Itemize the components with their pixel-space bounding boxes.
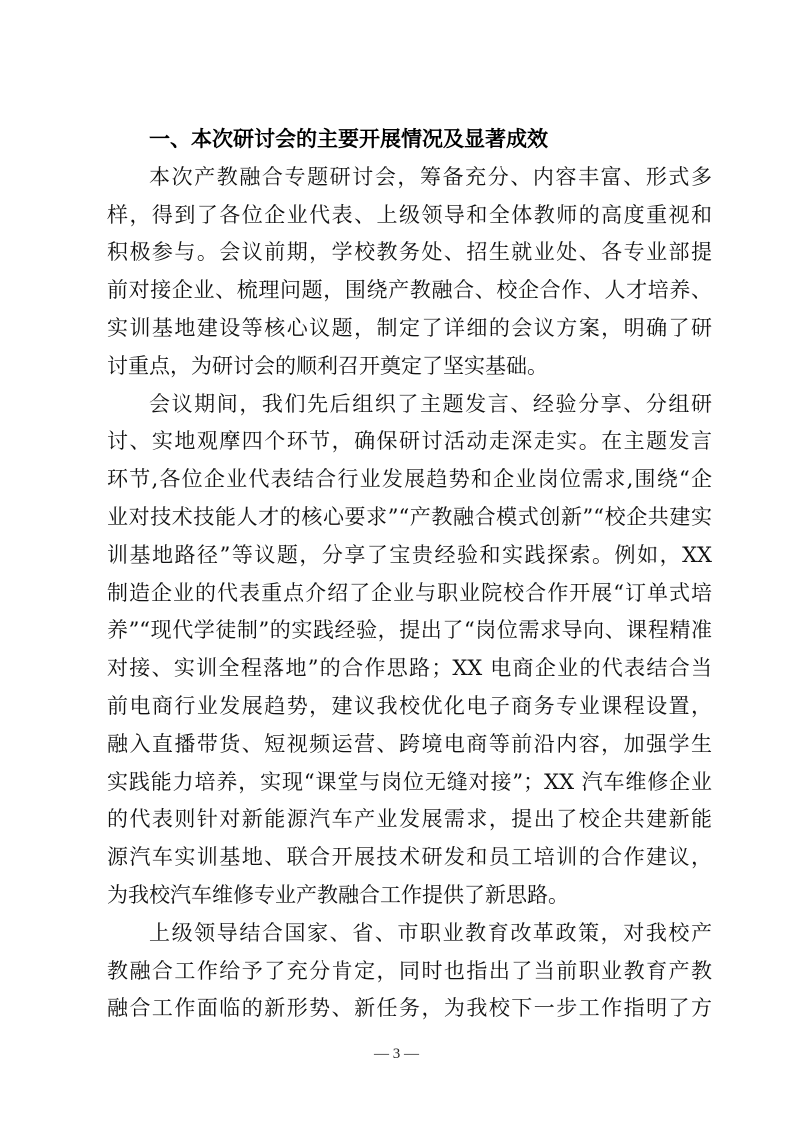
text-line: 样，得到了各位企业代表、上级领导和全体教师的高度重视和 bbox=[107, 202, 712, 227]
text-line: 环节,各位企业代表结合行业发展趋势和企业岗位需求,围绕“企 bbox=[107, 467, 712, 492]
text-line: 养”“现代学徒制”的实践经验，提出了“岗位需求导向、课程精准 bbox=[107, 618, 712, 643]
page-number: — 3 — bbox=[374, 1046, 419, 1062]
section-heading: 一、本次研讨会的主要开展情况及显著成效 bbox=[149, 127, 548, 151]
text-line: 实训基地建设等核心议题，制定了详细的会议方案，明确了研 bbox=[107, 315, 712, 340]
text-line: 训基地路径”等议题，分享了宝贵经验和实践探索。例如，XX bbox=[107, 542, 712, 567]
text-line: 会议期间，我们先后组织了主题发言、经验分享、分组研 bbox=[149, 391, 712, 416]
paragraph bbox=[107, 386, 712, 915]
text-line: 融入直播带货、短视频运营、跨境电商等前沿内容，加强学生 bbox=[107, 731, 712, 756]
text-line: 业对技术技能人才的核心要求”“产教融合模式创新”“校企共建实 bbox=[107, 504, 712, 529]
text-line: 讨重点，为研讨会的顺利召开奠定了坚实基础。 bbox=[107, 353, 548, 378]
text-line: 前对接企业、梳理问题，围绕产教融合、校企合作、人才培养、 bbox=[107, 278, 712, 303]
text-line: 为我校汽车维修专业产教融合工作提供了新思路。 bbox=[107, 882, 569, 907]
text-line: 上级领导结合国家、省、市职业教育改革政策，对我校产 bbox=[149, 920, 712, 945]
document-body bbox=[107, 121, 712, 1028]
text-line: 讨、实地观摩四个环节，确保研讨活动走深走实。在主题发言 bbox=[107, 429, 712, 454]
text-line: 教融合工作给予了充分肯定，同时也指出了当前职业教育产教 bbox=[107, 958, 712, 983]
paragraph bbox=[107, 159, 712, 386]
text-line: 制造企业的代表重点介绍了企业与职业院校合作开展“订单式培 bbox=[107, 580, 712, 605]
text-line: 前电商行业发展趋势，建议我校优化电子商务专业课程设置， bbox=[107, 693, 712, 718]
text-line: 的代表则针对新能源汽车产业发展需求，提出了校企共建新能 bbox=[107, 807, 712, 832]
text-line: 对接、实训全程落地”的合作思路；XX 电商企业的代表结合当 bbox=[107, 656, 712, 681]
paragraphs bbox=[107, 159, 712, 1028]
text-line: 源汽车实训基地、联合开展技术研发和员工培训的合作建议， bbox=[107, 845, 712, 870]
text-line: 积极参与。会议前期，学校教务处、招生就业处、各专业部提 bbox=[107, 240, 712, 265]
text-line: 本次产教融合专题研讨会，筹备充分、内容丰富、形式多 bbox=[149, 164, 712, 189]
paragraph bbox=[107, 915, 712, 1028]
text-line: 融合工作面临的新形势、新任务，为我校下一步工作指明了方 bbox=[107, 996, 712, 1021]
text-line: 实践能力培养，实现“课堂与岗位无缝对接”；XX 汽车维修企业 bbox=[107, 769, 712, 794]
